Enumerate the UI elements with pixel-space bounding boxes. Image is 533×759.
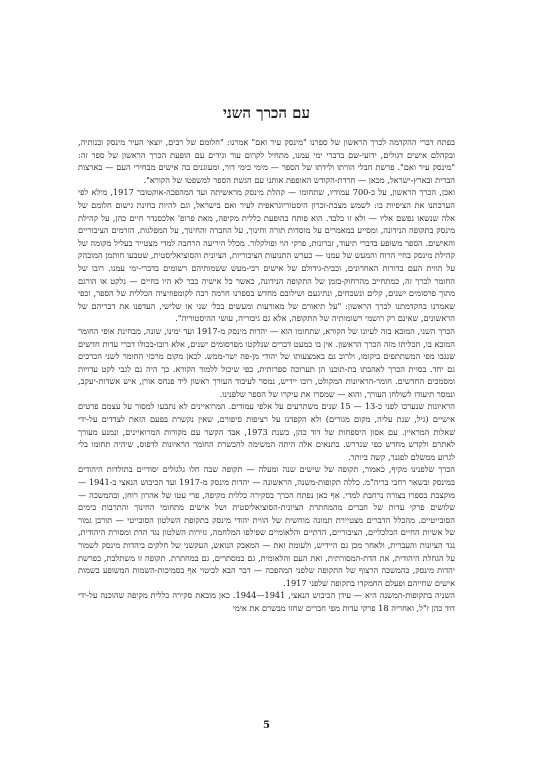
paragraph: ואכן, הכרך הראשון, על כ-700 עמודיו, שתחומו — קהלת מינסק מראשיתה ועד המהפכה-אוקטובר 1917, מילא לפי הערכתנו את הציפיות בו: לשמש מצבת-זכרון היסטוריוגראפית לעיר ואם בישראל, וגם להיות בחינת גישום חלומם של אלה שנשאו נפשם אליו — ולא זו בלבד. הוא פותח בהופעת כללית מקיפה, מאת פרופ' אלכסנדר חיים כהן, על קהילת מינסק בתקופה הנידונה, ומסייע במאמרים על מוסדות תורה וחינוך, על החברה והחינוך, על המפלגות, הזרמים הציבוריים והאישים. הספר משופע בדברי תיעוד, זכרונות, פרקי הוי ופולקלור. מכלל היריעה הרחבה למדי מצטייר בעליל מקומה של קהילת מינסק בחיי הרוח והמעש של עמנו — כערש התנועות הציבוריות, הציונית והסוציאליסטית, שטבעו חותמן המובהק על הווית העם בדורות האחרונים, וכבית-גידולם של אישים רבי-מעש ששמותיהם רשומים בדברי-ימי עמנו. רובו של החומר לכרך זה, כמתחייב מהרחוק-בזמן של התקופה הנידונה, כאשר כל אישיה כבר לא היו בחיים — נלקט או הורגם מתוך פרסומים ישנים, קלים ונשכחים, ונתיגעם ושילובם מחדש בספרנו חרמה רבה לקומפוזיציה הכללית של הספר, וכפי שאמרנו בהקדמתנו לכרך הראשון: "על תיאורם של מאורעות ומעשים בכל׳ שני או שלישי, העדפנו את דבריהם של הראשונים, שאינם רק רושמי רשומותיה של התקופה, אלא גם גיבוריה, עושי ההיסטוריה".	[78, 187, 455, 324]
paragraph: הכרך שלפנינו מקיף, כאמור, תקופה של שישים שנה ומעלה — תקופה שבה חלו גלגולים יסודיים בתולדות היהודים במינסק ובשאר רחבי בריה"מ. כללה תקופות-משנה, הראשונה — יהדות מינסק מ-1917 ועד הכיבוש הנאצי ב-1941 — מוקצבת בספרו בצורה נרחבת למדי. אף כאן נפתח הכרך בסקירה כללית מקיפה, פרי עטו של אהרון רוחן, ובהמשכה — שלושים פרקי עדות של חברים מהמחתרת הציונית-הסוציאליסטית ושל אישים מתחומי החינוך והתרבות בימים הסובייטיים. מהכלל הדברים מצטיירת תמונה מוחשית של הווית יהודי מינסק בתקופת השלטון הסובייטי — תורבן גמור של אשיות החיים הכלכליים, הציבוריים, הדתיים והלאומיים שפילפו המלחמה, גזירות השלטון נגד הדת ומסורת היהודית, נגד הציונות והעברית, ולאחר מכן גם היידיש, ולעומת זאת — המאבק הנואש, העקשני של חלקים ביהדות מינסק לשמור על הגחלת היהודית, את הדת-המסורתית, ואת העם והלאומית, גם במסתרים, גם במחתרת. תקופה זו משתלבת, בפרשת יהדות מינסק, כהמשכה הרצוף של התקופה שלפני המהפכה — דבר הבא לביטוי אף בסמיכות-השמות המשופע בשמות אישים שחייהם וּפעלם החמקדו בתקופה שלפני 1917.	[78, 464, 455, 588]
paragraph: השניה בתקופות-המשנה היא — עידן הכיבוש הנאצי, 1941—1944. כאן מובאת סקירה כללית מקיפה שהוכנה על-ידי דוד כהן ז"ל, ואחריה 18 פרקי עדות מפי חברים שחזו מבשרם את אימי	[78, 590, 455, 613]
paragraph: הראיונות שנערכו לפני כ-13 — 15 שנים משתרעים על אלפי עמודים. המרואיינים לא נתבעו למסור על עצמם פרטים אישיים (גיל, שנת עליה, מקום מגורים) ולא הקפדנו על רציפות סיפורם, שאין נקשרת בפעם הזאת לצדדים על-ידי שאלות המראיין. עם אסון היספחות של דוד כהן, בשנת 1973, אבד הקשר עם מקורות המרואיינים, ונמנע מעורך לאתרם ולקדש מחדש כפי שנדרש. בתנאים אלה היתה המשימה להכשרת החומר הראיונות לדפוס, שיהיה תחומו בלי לגרוע ממשלם לפגנר, קשה ביותר.	[78, 401, 455, 462]
paragraph: הכרך השני, המובא בזה לעיונו של הקורא, שתחומו הוא — יהדות מינסק מ-1917 ועד ימינו, שונה, מבחינת אופי החומר המובא בו, תכליתו מזה הכרך הראשון. אין בו כמעט דברים שנלקטו מפרסומים ישנים, אלא רובו-ככולו דברי עדות חדשים שנגבו מפי המשתתפים ביקומו, ולרוב גם באמצעותו של יהודי מן-פה ישר-ממש. לכאן מקום מרכזי החומר לשני הכרכים גם יחד. בסוית הכרך לאהבתו בת-תוכנו הן תערוכה ספרותית, כפי שיכול ללמוד הקורא. כך היה גם לגבי לקט עדויות ומסמכים החדשים. חומר-הראיונות המקולט, רובו יידיש, נמסר לעיבוד העורך ראשון ליד פנחס אורן, איש אשדות-יעקב, ונמסר תיעודו לשולחן העורך, והוא — שמסרו את עיקרו של הספר שלפנינו.	[78, 325, 455, 399]
page-number: 5	[263, 720, 270, 731]
page-title: עם הכרך השני	[222, 104, 311, 122]
document-body	[78, 136, 455, 615]
paragraph: בפתח דברי ההקדמה לכרך הראשון של ספרנו "מינסק עיר ואם" אמרנו: "חלומם של רבים, יוצאי העיר מינסק ובנותיה, ובקהלם אישים דגולים, ידועי-שם בדברי ימי עמנו, מתחיל לקרום עור וגידים עם הופעת הכרך הראשון של ספר זה: "מינסק עיר ואם". פרשת חבלי הורתו ולידתו של הספר — מימי כימי דור, ומעוגנים בה אישים מבחירי העם — בארצות הברית ובארץ-ישראל, מכאן — חרדת-הקודש האופפת אותנו עם הגשת הספר למשפטו של הקורא".	[78, 137, 455, 185]
